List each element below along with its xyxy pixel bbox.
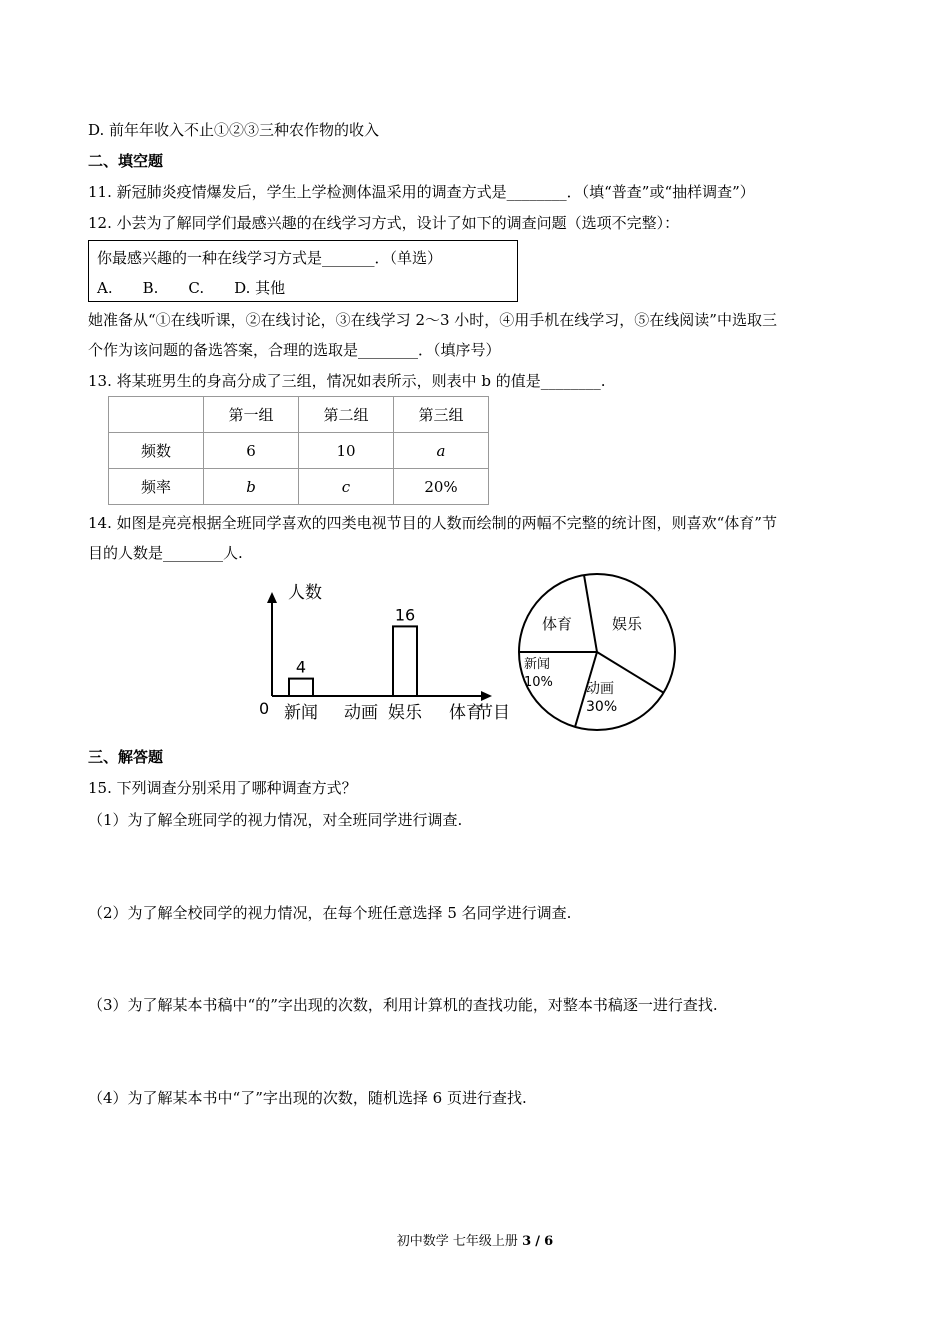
table-cell: c [299,469,394,505]
question-13: 13. 将某班男生的身高分成了三组，情况如表所示，则表中 b 的值是________. [88,372,606,390]
table-header-cell: 第二组 [299,397,394,433]
question-15-part-4: （4）为了解某本书中“了”字出现的次数，随机选择 6 页进行查找. [88,1089,527,1107]
survey-question-text: 你最感兴趣的一种在线学习方式是_______．（单选） [97,249,443,267]
pie-slice-label-entertainment: 娱乐 [612,615,643,633]
pie-divider-line [584,575,597,652]
question-14-line-2: 目的人数是________人. [88,544,243,562]
section-fill-in-title: 二、填空题 [88,152,164,170]
pie-slice-label-sports: 体育 [542,615,573,633]
table-cell: a [394,433,489,469]
table-row-label: 频数 [109,433,204,469]
x-axis-arrow [481,691,492,701]
table-corner-cell [109,397,204,433]
question-12: 12. 小芸为了解同学们最感兴趣的在线学习方式，设计了如下的调查问题（选项不完整）： [88,214,680,232]
table-row-label: 频率 [109,469,204,505]
table-cell: b [204,469,299,505]
bar [289,679,313,696]
table-row [109,433,489,469]
question-15-part-1: （1）为了解全班同学的视力情况，对全班同学进行调查. [88,811,463,829]
table-cell: 6 [204,433,299,469]
survey-options: A. B. C. D. 其他 [97,279,286,297]
pie-slice-percent-news: 10% [524,675,553,690]
x-tick-label: 体育 [449,703,483,723]
question-14-line-1: 14. 如图是亮亮根据全班同学喜欢的四类电视节目的人数而绘制的两幅不完整的统计图，则喜欢“体育”节 [88,514,777,532]
bar [393,626,417,696]
bar-chart [259,583,510,723]
table-cell: 20% [394,469,489,505]
page-footer [0,1230,950,1249]
origin-label: 0 [259,699,270,718]
x-tick-label: 动画 [344,703,378,723]
table-header-row [109,397,489,433]
x-tick-label: 新闻 [284,703,318,723]
question-12-continued-1: 她准备从“①在线听课，②在线讨论，③在线学习 2～3 小时，④用手机在线学习，⑤在线阅读”中选取三 [88,311,777,329]
bar-group [284,605,483,723]
question-15-part-3: （3）为了解某本书稿中“的”字出现的次数，利用计算机的查找功能，对整本书稿逐一进行查找. [88,996,718,1014]
pie-slice-label-news: 新闻 [524,657,551,672]
y-axis-label: 人数 [288,583,322,603]
statistics-figure [254,568,694,736]
footer-separator: / [535,1234,541,1249]
table-row [109,469,489,505]
survey-question-box [88,240,518,302]
footer-total-pages: 6 [544,1234,554,1249]
footer-page-number: 3 [522,1234,532,1249]
section-answer-title: 三、解答题 [88,748,164,766]
q10-option-d: D. 前年年收入不止①②③三种农作物的收入 [88,121,380,139]
table-header-cell: 第一组 [204,397,299,433]
bar-value-label: 16 [394,605,416,625]
y-axis-arrow [267,592,277,603]
height-group-table [108,396,489,505]
pie-slice-percent-animation: 30% [586,699,618,715]
bar-value-label: 4 [295,657,307,677]
pie-chart [519,574,675,730]
table-cell: 10 [299,433,394,469]
x-axis-label: 节目 [476,703,510,723]
footer-subject: 初中数学 七年级上册 [396,1234,518,1249]
x-tick-label: 娱乐 [388,703,422,723]
question-15-part-2: （2）为了解全校同学的视力情况，在每个班任意选择 5 名同学进行调查. [88,904,572,922]
pie-slice-label-animation: 动画 [586,681,614,697]
question-11: 11. 新冠肺炎疫情爆发后，学生上学检测体温采用的调查方式是________．（填“普查”或“抽样调查”） [88,183,755,201]
question-15: 15. 下列调查分别采用了哪种调查方式？ [88,779,357,797]
table-header-cell: 第三组 [394,397,489,433]
question-12-continued-2: 个作为该问题的备选答案，合理的选取是________．（填序号） [88,341,501,359]
